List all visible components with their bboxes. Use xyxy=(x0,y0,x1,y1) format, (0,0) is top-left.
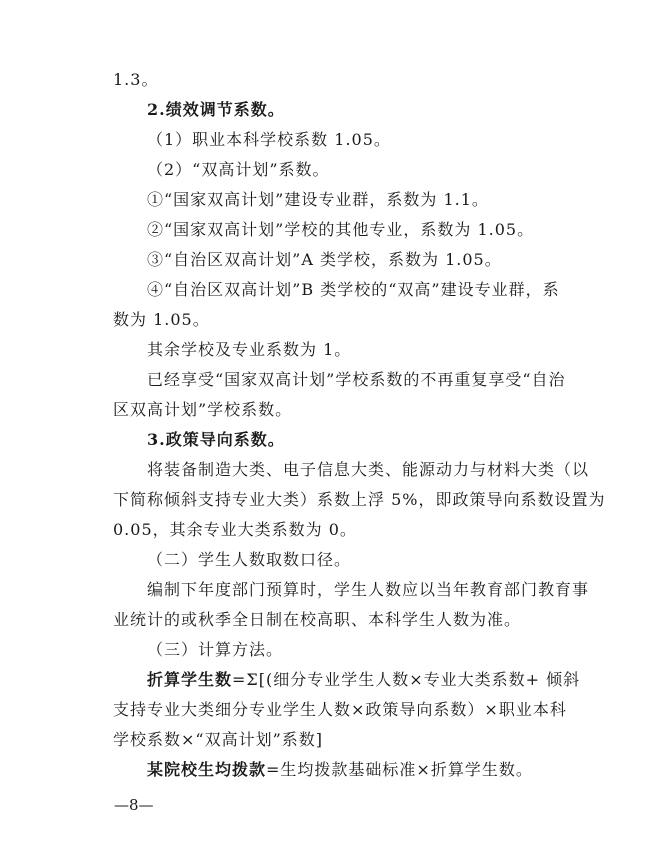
text-line: （2）“双高计划”系数。 xyxy=(147,160,330,179)
section-heading-calculation: （三）计算方法。 xyxy=(147,640,284,659)
text-line: 学校系数×“双高计划”系数] xyxy=(113,730,324,749)
text-line: ②“国家双高计划”学校的其他专业，系数为 1.05。 xyxy=(147,220,535,239)
text-line: ④“自治区双高计划”B 类学校的“双高”建设专业群，系 xyxy=(147,280,560,299)
text-line: 数为 1.05。 xyxy=(113,310,210,329)
formula-converted-students: 折算学生数=Σ[(细分专业学生人数×专业大类系数+ 倾斜 xyxy=(147,670,581,689)
formula-per-student-funding: 某院校生均拨款=生均拨款基础标准×折算学生数。 xyxy=(147,760,533,779)
section-heading-student-count: （二）学生人数取数口径。 xyxy=(147,550,352,569)
text-line: 下简称倾斜支持专业大类）系数上浮 5%，即政策导向系数设置为 xyxy=(113,490,606,509)
text-line: 业统计的或秋季全日制在校高职、本科学生人数为准。 xyxy=(113,610,522,629)
text-line: （1）职业本科学校系数 1.05。 xyxy=(147,130,391,149)
text-line: 将装备制造大类、电子信息大类、能源动力与材料大类（以 xyxy=(147,460,590,479)
text-line: 已经享受“国家双高计划”学校系数的不再重复享受“自治 xyxy=(147,370,566,389)
text-line: ③“自治区双高计划”A 类学校，系数为 1.05。 xyxy=(147,250,502,269)
text-line: 编制下年度部门预算时，学生人数应以当年教育部门教育事 xyxy=(147,580,590,599)
text-line: 其余学校及专业系数为 1。 xyxy=(147,340,352,359)
text-line: 0.05，其余专业大类系数为 0。 xyxy=(113,520,357,539)
text-line: 区双高计划”学校系数。 xyxy=(113,400,293,419)
text-line: ①“国家双高计划”建设专业群，系数为 1.1。 xyxy=(147,190,489,209)
text-line: 支持专业大类细分专业学生人数×政策导向系数）×职业本科 xyxy=(113,700,567,719)
text-line: 1.3。 xyxy=(113,70,159,89)
heading-policy-coefficient: 3.政策导向系数。 xyxy=(147,430,285,449)
heading-performance-coefficient: 2.绩效调节系数。 xyxy=(147,100,285,119)
page-number: —8— xyxy=(114,796,154,814)
